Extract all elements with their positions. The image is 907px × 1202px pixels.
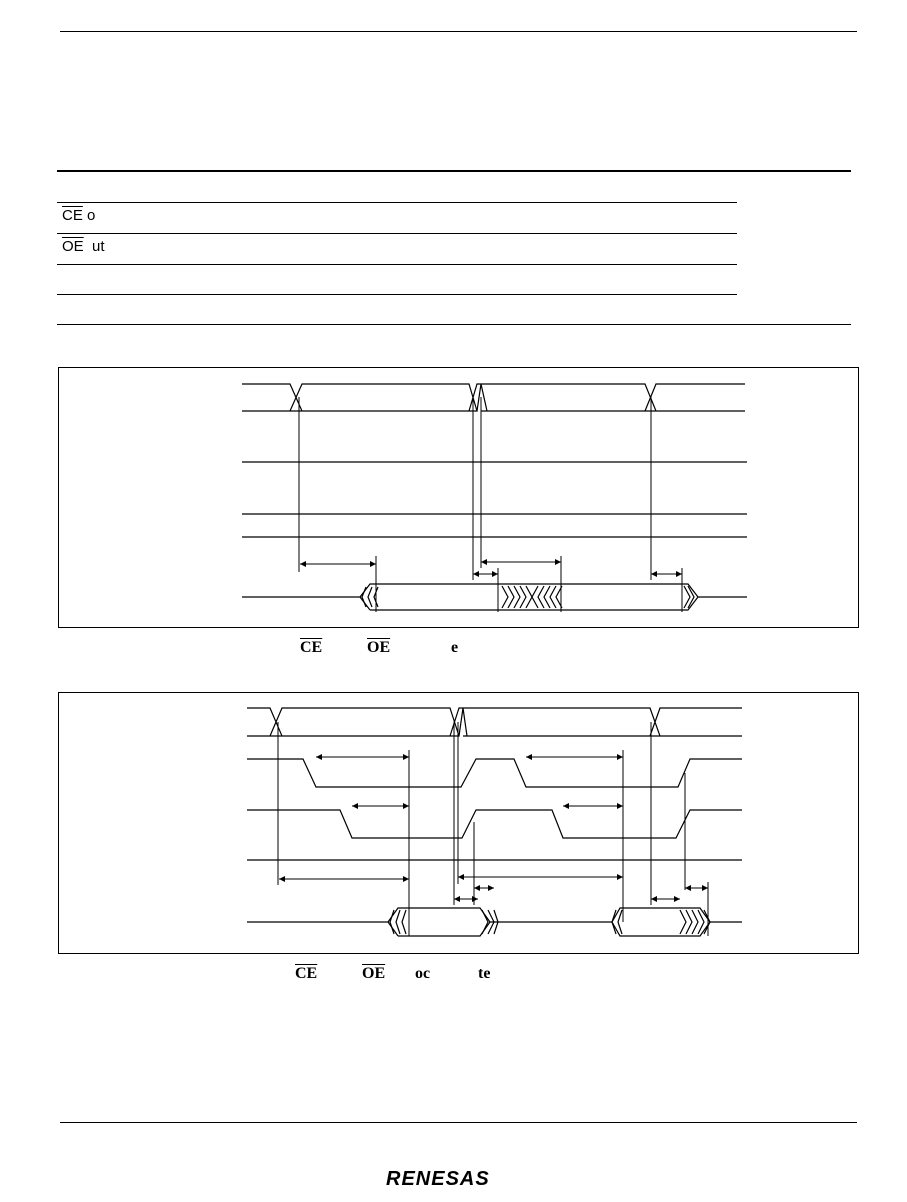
figure2-caption-rest: te xyxy=(478,965,491,982)
figure1-caption-oe: $\overline{OE}$ xyxy=(367,639,391,656)
address-bus-trace xyxy=(247,708,742,736)
figure2-caption-ce: $\overline{CE}$ xyxy=(295,965,318,982)
caption-ce: $\overline{CE}$ xyxy=(300,639,323,656)
figure2-caption-oe: $\overline{OE}$ xyxy=(362,965,386,982)
ce-suffix: o xyxy=(87,207,96,224)
oe-suffix: ut xyxy=(92,238,105,255)
figure2-caption-mid: oc xyxy=(415,965,431,982)
ce-signal: $\overline{CE}$ xyxy=(62,207,83,224)
oe-trace xyxy=(247,810,742,838)
ce-trace xyxy=(247,759,742,787)
renesas-logo: RENESAS xyxy=(386,1168,490,1190)
oe-signal: $\overline{OE}$ xyxy=(62,238,84,255)
figure1-caption-rest: e xyxy=(451,639,459,656)
footer-rule xyxy=(60,1122,857,1123)
